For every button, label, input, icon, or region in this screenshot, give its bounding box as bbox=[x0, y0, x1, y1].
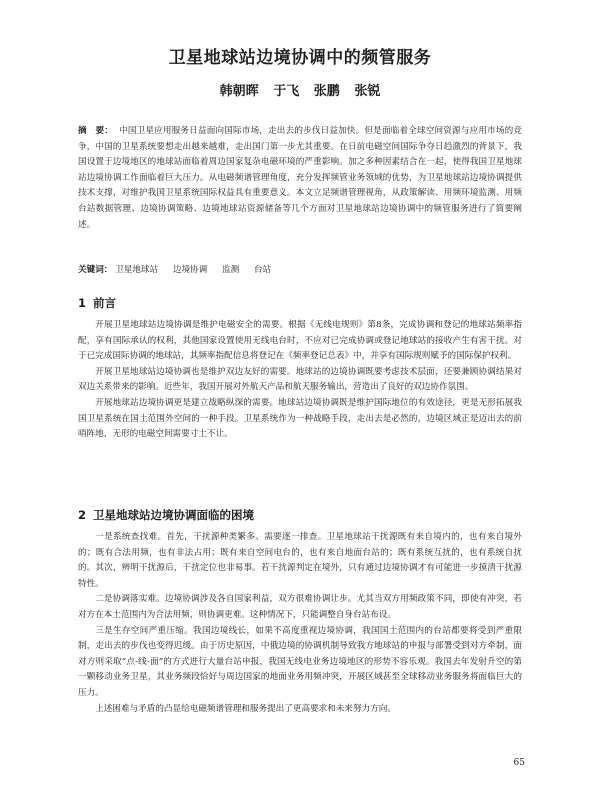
section-number: 1 bbox=[78, 296, 87, 310]
author-name: 张鹏 bbox=[313, 84, 340, 99]
body-paragraph: 开展卫星地球站边境协调是维护电磁安全的需要。根据《无线电规则》第8条，完成协调和登记的地球站频率指配，享有国际承认的权利，其他国家设置使用无线电台时，不应对已完成协调或登记地球站的接收产生有害干扰。对于已完成国际协调的地球站，其频率指配信息将登记在《频率登记总表》中，并享有国际规则赋予的国际保护权利。 bbox=[78, 320, 522, 362]
section-body bbox=[78, 530, 522, 717]
author-name: 于飞 bbox=[273, 84, 300, 99]
section-heading bbox=[78, 295, 116, 311]
keywords-label: 关键词： bbox=[78, 265, 113, 275]
keywords bbox=[78, 263, 522, 278]
section-title: 前言 bbox=[93, 296, 117, 310]
keyword: 边境协调 bbox=[172, 265, 208, 275]
section-heading bbox=[78, 507, 254, 523]
section-title: 卫星地球站边境协调面临的困境 bbox=[93, 508, 255, 522]
page-number: 65 bbox=[513, 758, 525, 768]
abstract bbox=[78, 124, 522, 233]
keyword: 监测 bbox=[221, 265, 240, 275]
body-paragraph: 一是系统查找难。首先，干扰源种类繁多、需要逐一排查。卫星地球站干扰源既有来自境内的，也有来自境外的；既有合法用频，也有非法占用；既有来自空间电台的，也有来自地面台站的；既有系统互扰的，也有系统自扰的。其次，辨明干扰源后，干扰定位也非易事。若干扰源判定在境外，只有通过边境协调才有可能进一步摸清干扰源特性。 bbox=[78, 532, 522, 589]
abstract-text: 中国卫星应用服务日益面向国际市场，走出去的步伐日益加快。但是面临着全球空间资源与应用市场的竞争，中国的卫星系统要想走出越来越难，走出国门第一步尤其重要。在日前电磁空间国际争夺日趋激烈的背景下，我国设置于边境地区的地球站面临着周边国家复杂电磁环境的严重影响。加之多种因素结合在一起，使得我国卫星地球站边境协调工作面临着巨大压力。从电磁频谱管理角度，充分发挥频管业务领域的优势，为卫星地球站边境协调提供技术支撑，对维护我国卫星系统国际权益具有重要意义。本文立足频谱管理视角，从政策解读、用频环境监测、用频台站数据管理、边境协调策略、边境地球站资源储备等几个方面对卫星地球站边境协调中的频管服务进行了简要阐述。 bbox=[78, 126, 522, 230]
body-paragraph: 开展地球站边境协调更是建立战略纵深的需要。地球站边境协调既是维护国际地位的有效途径，更是无形拓展我国卫星系统在国土范围外空间的一种手段。卫星系统作为一种战略手段，走出去是必然的，边境区域正是迈出去的前哨阵地，无形的电磁空间需要寸土不让。 bbox=[78, 397, 522, 440]
abstract-label: 摘 要： bbox=[78, 126, 114, 136]
section-number: 2 bbox=[78, 508, 87, 522]
body-paragraph: 三是生存空间严重压缩。我国边境线长，如果不高度重视边境协调，我国国土范围内的台站都要将受到严重限制，走出去的步伐也变得迟缓。由于历史原因，中俄边境的协调机制导致我方地球站的申报与部署受到对方牵制，面对方则采取“点-线-面”的方式进行大量台站申报，我国无线电业务边境地区的形势不容乐观。我国去年发射升空的第一颗移动业务卫星，其业务频段恰好与周边国家的地面业务用频冲突，开展区域甚至全球移动业务服务将面临巨大的压力。 bbox=[78, 625, 522, 698]
body-paragraph: 开展卫星地球站边境协调也是维护双边友好的需要。地球站的边境协调既要考虑技术层面，还要兼顾协调结果对双边关系带来的影响。近些年，我国开展对外航天产品和航天服务输出，营造出了良好的双边协作氛围。 bbox=[78, 366, 522, 393]
author-name: 韩朝晖 bbox=[219, 84, 259, 99]
keyword: 台站 bbox=[253, 265, 272, 275]
keyword: 卫星地球站 bbox=[115, 265, 159, 275]
section-body bbox=[78, 318, 522, 443]
author-name: 张锐 bbox=[354, 84, 381, 99]
paper-title: 卫星地球站边境协调中的频管服务 bbox=[168, 48, 432, 68]
body-paragraph: 上述困难与矛盾的凸显给电磁频谱管理和服务提出了更高要求和未来努力方向。 bbox=[95, 703, 396, 714]
author-list bbox=[0, 80, 600, 99]
body-paragraph: 二是协调落实难。边境协调涉及各自国家利益，双方很难协调让步。尤其当双方用频政策不同，即使有冲突，若对方在本土范围内为合法用频，则协调更难。这种情况下，只能调整自身台站布设。 bbox=[78, 594, 522, 620]
